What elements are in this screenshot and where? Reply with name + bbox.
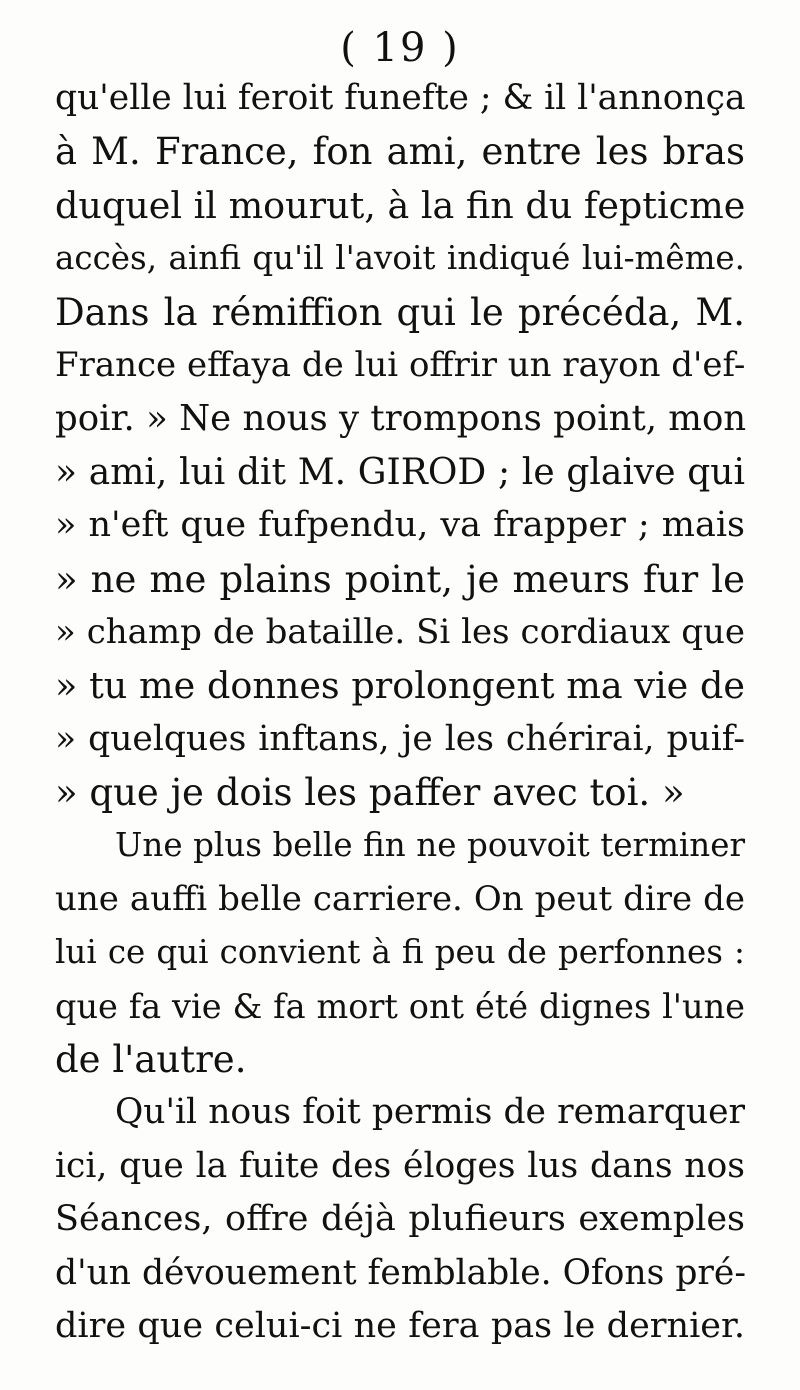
- body-text: [55, 72, 745, 1353]
- text-line: Séances, offre déjà plufieurs exemples: [55, 1199, 745, 1240]
- text-line: qu'elle lui feroit funefte ; & il l'annonça: [55, 78, 746, 118]
- text-line: » que je dois les paffer avec toi. »: [55, 771, 685, 815]
- text-line: dire que celui-ci ne fera pas le dernier.: [55, 1305, 745, 1346]
- text-line: » ne me plains point, je meurs fur le: [55, 557, 745, 601]
- page-number: ( 19 ): [340, 25, 460, 71]
- text-line: » tu me donnes prolongent ma vie de: [55, 664, 745, 708]
- text-line: lui ce qui convient à fi peu de perfonnes :: [55, 933, 745, 972]
- text-line: » ami, lui dit M. GIROD ; le glaive qui: [55, 451, 745, 493]
- text-line: Dans la rémiffion qui le précéda, M.: [55, 290, 745, 334]
- text-line: d'un dévouement femblable. Ofons pré-: [55, 1252, 746, 1293]
- text-line: accès, ainfi qu'il l'avoit indiqué lui-même.: [55, 239, 745, 278]
- text-line: que fa vie & fa mort ont été dignes l'une: [55, 986, 745, 1026]
- text-line: une auffi belle carriere. On peut dire de: [55, 878, 745, 919]
- text-line: » n'eft que fufpendu, va frapper ; mais: [55, 505, 745, 546]
- text-line: à M. France, fon ami, entre les bras: [55, 130, 745, 174]
- text-line: poir. » Ne nous y trompons point, mon: [55, 398, 747, 440]
- paragraph-start-line: Qu'il nous foit permis de remarquer: [115, 1092, 745, 1133]
- text-line: ici, que la fuite des éloges lus dans nos: [55, 1145, 745, 1186]
- paragraph-start-line: Une plus belle fin ne pouvoit terminer: [115, 826, 745, 865]
- text-line: duquel il mourut, à la fin du fepticme: [55, 183, 746, 227]
- text-line: » champ de bataille. Si les cordiaux que: [55, 611, 745, 652]
- text-line: » quelques inftans, je les chérirai, puif-: [55, 718, 745, 759]
- text-line: France effaya de lui offrir un rayon d'ef-: [55, 344, 746, 385]
- text-line: de l'autre.: [55, 1038, 247, 1082]
